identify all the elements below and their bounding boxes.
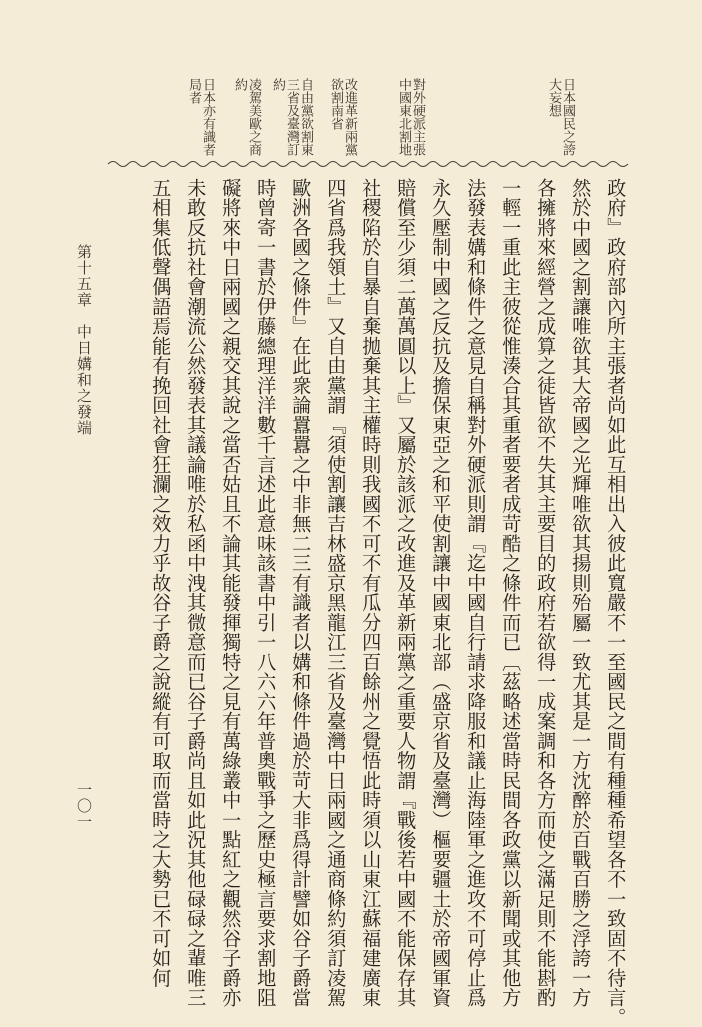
margin-note: 對外硬派主張中國東北割地 [396, 78, 425, 156]
margin-notes [0, 78, 702, 162]
text-column: 礙將來中日兩國之親交其說之當否姑且不論其能發揮獨特之見有萬綠叢中一點紅之觀然谷子爵亦 [219, 178, 243, 1008]
text-column: 五相集低聲偶語焉能有挽回社會狂瀾之效力乎故谷子爵之說縱有可取而當時之大勢已不可如何 [149, 178, 173, 988]
text-column: 然於中國之割讓唯欲其大帝國之光輝唯欲其揚則殆屬一致尤其是一方沈醉於百戰百勝之浮誇一方 [569, 178, 593, 1008]
wavy-divider [108, 158, 628, 170]
text-column: 時曾寄一書於伊藤總理洋洋數千言述此意味該書中引一八六六年普奧戰爭之歷史極言要求割地阻 [254, 178, 278, 1008]
page-number: 一〇一 [75, 782, 93, 830]
text-column: 四省爲我領土』又自由黨謂『須使割讓吉林盛京黑龍江三省及臺灣中日兩國之通商條約須訂凌駕 [324, 178, 348, 1008]
text-column: 政府』政府部內所主張者尚如此互相出入彼此寬嚴不一至國民之間有種種希望各不一致固不待言。 [604, 178, 628, 1027]
margin-note: 凌駕美歐之商約 [232, 78, 261, 156]
text-column: 法發表媾和條件之意見自稱對外硬派則謂『迄中國自行請求降服和議止海陸軍之進攻不可停止爲 [464, 178, 488, 1008]
chapter-heading: 第十五章 中日媾和之發端 [75, 244, 93, 436]
text-column: 賠償至少須二萬萬圓以上』又屬於該派之改進及革新兩黨之重要人物謂『戰後若中國不能保存其 [394, 178, 418, 1008]
margin-note: 改進革新兩黨欲割南省 [328, 78, 357, 156]
text-column: 永久壓制中國之反抗及擔保東亞之和平使割讓中國東北部（盛京省及臺灣）樞要疆土於帝國軍資 [429, 178, 453, 1008]
text-column: 社稷陷於自暴自棄拋棄其主權時則我國不可不有瓜分四百餘州之覺悟此時須以山東江蘇福建廣東 [359, 178, 383, 1008]
margin-note: 日本國民之誇大妄想 [546, 78, 575, 156]
text-column: 歐洲各國之條件』在此衆論囂囂之中非無二三有識者以媾和條件過於苛大非爲得計譬如谷子爵當 [289, 178, 313, 1008]
margin-note: 自由黨欲割東三省及臺灣訂約 [270, 78, 313, 156]
text-column: 各擁將來經營之成算之徒皆欲不失其主要目的政府若欲得一成案調和各方而使之滿足則不能斟酌 [534, 178, 558, 1008]
text-column: 未敢反抗社會潮流公然發表其議論唯於私函中洩其微意而已谷子爵尚且如此況其他碌碌之輩唯三 [184, 178, 208, 1008]
margin-note: 日本亦有識者局者 [186, 78, 215, 156]
text-column: 一輕一重此主彼從惟湊合其重者要者成苛酷之條件而已〔茲略述當時民間各政黨以新聞或其他方 [499, 178, 523, 1008]
